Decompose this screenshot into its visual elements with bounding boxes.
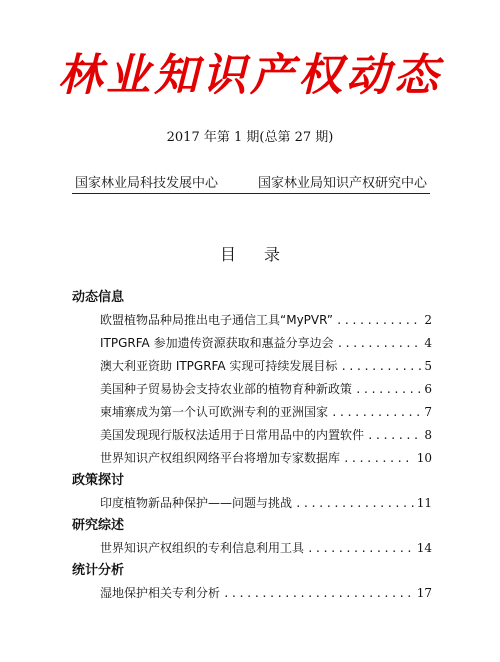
toc-entry-page: 4 bbox=[424, 336, 432, 350]
toc-entry[interactable] bbox=[72, 447, 432, 470]
toc-leader-dots bbox=[331, 401, 421, 424]
toc-leader-dots bbox=[223, 582, 414, 605]
toc-section-heading: 统计分析 bbox=[72, 563, 125, 578]
toc-leader-dots bbox=[295, 492, 414, 515]
toc-entry-page: 7 bbox=[424, 405, 432, 419]
toc-entry-title: 世界知识产权组织的专利信息利用工具 bbox=[100, 541, 305, 555]
toc-section-heading: 研究综述 bbox=[72, 518, 125, 533]
toc-entry-page: 14 bbox=[416, 541, 432, 555]
toc-entry[interactable] bbox=[72, 401, 432, 424]
toc-section-heading: 动态信息 bbox=[72, 290, 125, 305]
toc-entry-page: 10 bbox=[416, 451, 432, 465]
toc-leader-dots bbox=[367, 424, 421, 447]
toc-entry-page: 2 bbox=[424, 313, 432, 327]
toc-entry[interactable] bbox=[72, 355, 432, 378]
toc-leader-dots bbox=[337, 332, 422, 355]
toc-entry[interactable] bbox=[72, 378, 432, 401]
publisher-right: 国家林业局知识产权研究中心 bbox=[258, 176, 428, 191]
toc-entry-page: 8 bbox=[424, 428, 432, 442]
table-of-contents bbox=[72, 287, 432, 605]
toc-entry-title: 柬埔寨成为第一个认可欧洲专利的亚洲国家 bbox=[100, 405, 329, 419]
toc-leader-dots bbox=[336, 309, 421, 332]
toc-entry[interactable] bbox=[72, 424, 432, 447]
toc-entry-title: 美国种子贸易协会支持农业部的植物育种新政策 bbox=[100, 382, 353, 396]
header-divider bbox=[72, 193, 430, 194]
toc-entry-title: 湿地保护相关专利分析 bbox=[100, 586, 221, 600]
toc-entry-page: 6 bbox=[424, 382, 432, 396]
toc-entry-title: 澳大利亚资助 ITPGRFA 实现可持续发展目标 bbox=[100, 359, 338, 373]
newsletter-title: 林业知识产权动态 bbox=[58, 50, 442, 101]
toc-leader-dots bbox=[355, 378, 421, 401]
toc-entry-title: 印度植物新品种保护——问题与挑战 bbox=[100, 496, 293, 510]
toc-entry[interactable] bbox=[72, 582, 432, 605]
toc-entry-title: ITPGRFA 参加遗传资源获取和惠益分享边会 bbox=[100, 336, 334, 350]
toc-title: 目录 bbox=[219, 245, 308, 264]
toc-entry[interactable] bbox=[72, 309, 432, 332]
toc-entry-title: 美国发现现行版权法适用于日常用品中的内置软件 bbox=[100, 428, 365, 442]
toc-leader-dots bbox=[307, 537, 414, 560]
publisher-left: 国家林业局科技发展中心 bbox=[75, 176, 219, 191]
toc-entry-page: 5 bbox=[424, 359, 432, 373]
issue-number: 2017 年第 1 期(总第 27 期) bbox=[166, 130, 334, 145]
toc-entry[interactable] bbox=[72, 537, 432, 560]
toc-leader-dots bbox=[340, 355, 421, 378]
toc-entry[interactable] bbox=[72, 492, 432, 515]
toc-entry-page: 17 bbox=[416, 586, 432, 600]
toc-section-heading: 政策探讨 bbox=[72, 473, 125, 488]
toc-entry-title: 世界知识产权组织网络平台将增加专家数据库 bbox=[100, 451, 341, 465]
toc-leader-dots bbox=[343, 447, 414, 470]
toc-entry-page: 11 bbox=[416, 496, 432, 510]
toc-entry[interactable] bbox=[72, 332, 432, 355]
toc-entry-title: 欧盟植物品种局推出电子通信工具“MyPVR” bbox=[100, 313, 333, 327]
